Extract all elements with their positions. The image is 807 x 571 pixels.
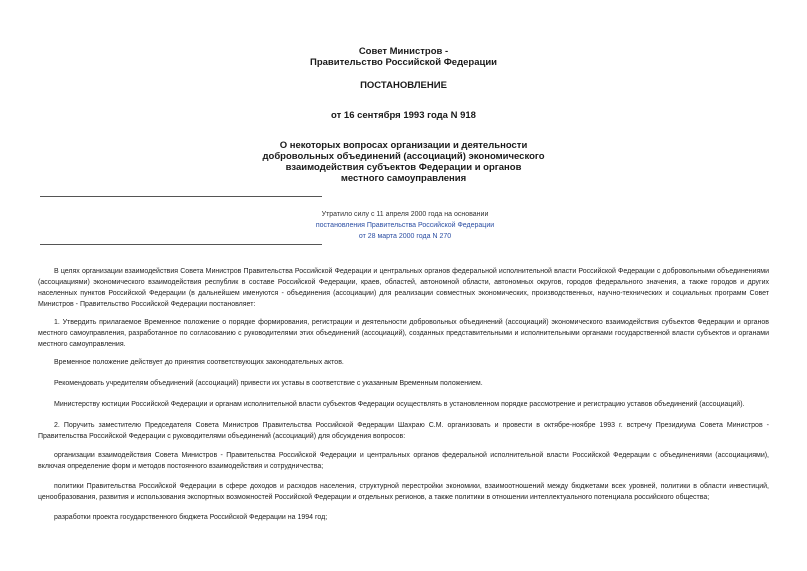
- document-date: от 16 сентября 1993 года N 918: [331, 110, 476, 121]
- body-paragraph: В целях организации взаимодействия Совета Министров Правительства Российской Федерации и центральных органов федеральной исполнительной власти Российской Федерации с добровольными объединениями (ассоциациями) экономического взаимодействия республик в составе Российской Федерации, краев, областей, автономной области, автономных округов, городов федерального значения, а также городов и других населенных пунктов Российской Федерации (в дальнейшем именуются - объединения (ассоциации) для реализации совместных экономических, производственных, научно-технических и социальных программ Совет Министров - Правительство Российской Федерации постановляет:: [38, 268, 769, 308]
- body-paragraph: разработки проекта государственного бюджета Российской Федерации на 1994 год;: [54, 514, 328, 521]
- body-paragraph: организации взаимодействия Совета Министров - Правительства Российской Федерации и центральных органов федеральной исполнительной власти Российской Федерации с объединениями (ассоциациями), включая определение форм и методов постоянного взаимодействия и сотрудничества;: [38, 452, 769, 470]
- document-title-line-4: местного самоуправления: [340, 173, 467, 184]
- status-note: [300, 209, 510, 242]
- body-paragraph: Рекомендовать учредителям объединений (ассоциаций) привести их уставы в соответствие с указанным Временным положением.: [54, 380, 483, 387]
- issuing-authority-line-2: Правительство Российской Федерации: [309, 57, 498, 68]
- document-type: ПОСТАНОВЛЕНИЕ: [360, 80, 447, 91]
- bottom-divider: [40, 244, 322, 245]
- repeal-decree-date-link[interactable]: от 28 марта 2000 года N 270: [358, 233, 452, 240]
- body-paragraph: 2. Поручить заместителю Председателя Совета Министров Правительства Российской Федерации Шахраю С.М. организовать и провести в октябре-ноябре 1993 г. встречу Президиума Совета Министров - Правительства Российской Федерации с руководителями объединений (ассоциаций) для обсуждения вопросов:: [38, 422, 769, 440]
- body-paragraph: политики Правительства Российской Федерации в сфере доходов и расходов населения, структурной перестройки экономики, взаимоотношений между бюджетами всех уровней, политики в области инвестиций, ценообразования, развития и использования экспортных возможностей Российской Федерации и отдельных регионов, а также политики в отношении интеллектуального потенциала российского общества;: [38, 483, 769, 501]
- body-paragraph: Министерству юстиции Российской Федерации и органам исполнительной власти субъектов Федерации осуществлять в установленном порядке рассмотрение и регистрацию уставов объединений (ассоциаций).: [54, 401, 745, 408]
- document-title-line-3: взаимодействия субъектов Федерации и органов: [285, 162, 522, 173]
- repeal-decree-link[interactable]: постановления Правительства Российской Федерации: [315, 222, 495, 229]
- body-paragraph: Временное положение действует до принятия соответствующих законодательных актов.: [54, 359, 344, 366]
- status-note-text: Утратило силу с 11 апреля 2000 года на основании: [321, 211, 489, 218]
- document-title-line-1: О некоторых вопросах организации и деятельности: [279, 140, 528, 151]
- body-paragraph: 1. Утвердить прилагаемое Временное положение о порядке формирования, регистрации и деятельности добровольных объединений (ассоциаций) экономического взаимодействия субъектов Федерации и органов местного самоуправления, разработанное по согласованию с руководителями этих объединений (ассоциаций), созданных представительными и исполнительными органами государственной власти субъектов и органами местного самоуправления.: [38, 319, 769, 348]
- document-title-line-2: добровольных объединений (ассоциаций) экономического: [262, 151, 545, 162]
- issuing-authority-line-1: Совет Министров -: [358, 46, 449, 57]
- top-divider: [40, 196, 322, 197]
